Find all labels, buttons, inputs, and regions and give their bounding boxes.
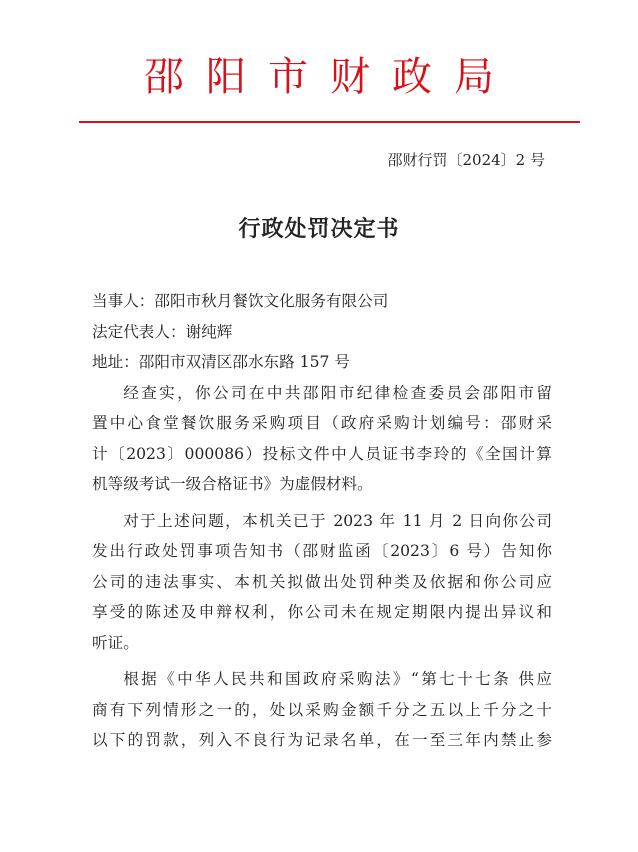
paragraph-line: 对于上述问题，本机关已于 2023 年 11 月 2 日向你公司 [123, 511, 552, 530]
paragraph-line: 公司的违法事实、本机关拟做出处罚种类及依据和你公司应 [92, 572, 552, 591]
header-red-rule [79, 121, 580, 123]
paragraph-line: 发出行政处罚事项告知书（邵财监函〔2023〕6 号）告知你 [92, 542, 552, 560]
paragraph-line: 机等级考试一级合格证书》为虚假材料。 [92, 475, 373, 493]
paragraph-line: 以下的罚款，列入不良行为记录名单，在一至三年内禁止参 [92, 731, 552, 749]
paragraph-line: 听证。 [92, 633, 139, 652]
paragraph-line: 根据《中华人民共和国政府采购法》“第七十七条 供应 [123, 670, 552, 688]
issuer-title: 邵阳市财政局 [144, 54, 516, 100]
decision-title: 行政处罚决定书 [238, 216, 400, 242]
paragraph-legal-basis [92, 664, 552, 756]
paragraph-line: 计〔2023〕000086）投标文件中人员证书李玲的《全国计算 [92, 444, 552, 463]
document-number: 邵财行罚〔2024〕2 号 [387, 151, 545, 169]
document-body [92, 286, 552, 756]
paragraph-notice [92, 506, 552, 659]
address-line: 地址：邵阳市双清区邵水东路 157 号 [92, 353, 350, 371]
paragraph-line: 经查实，你公司在中共邵阳市纪律检查委员会邵阳市留 [123, 383, 552, 402]
party-line: 当事人：邵阳市秋月餐饮文化服务有限公司 [92, 292, 389, 310]
paragraph-line: 置中心食堂餐饮服务采购项目（政府采购计划编号：邵财采 [92, 414, 552, 432]
paragraph-findings [92, 378, 552, 500]
representative-line: 法定代表人：谢纯辉 [92, 322, 233, 341]
paragraph-line: 享受的陈述及申辩权利，你公司未在规定期限内提出异议和 [92, 603, 552, 621]
paragraph-line: 商有下列情形之一的，处以采购金额千分之五以上千分之十 [92, 700, 552, 719]
